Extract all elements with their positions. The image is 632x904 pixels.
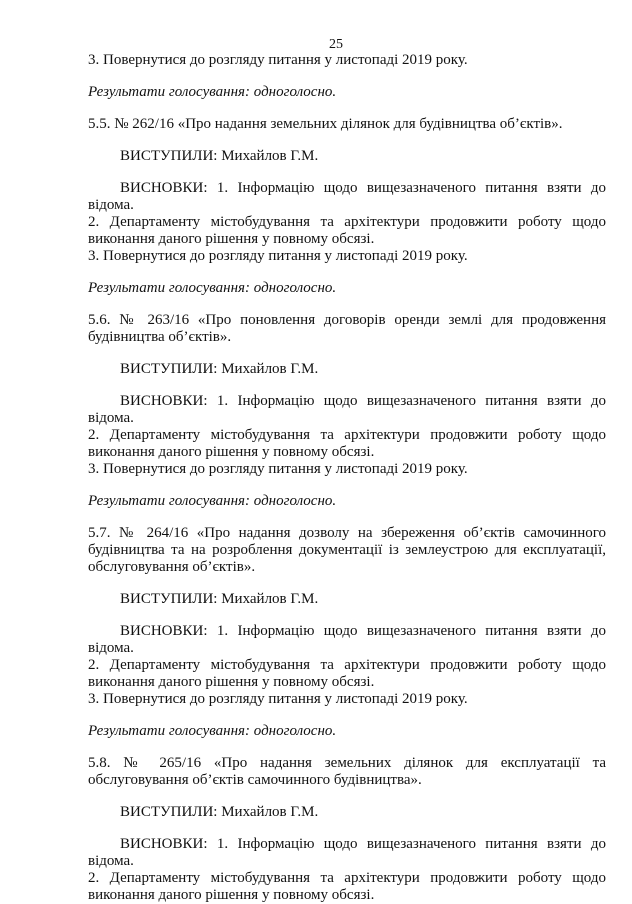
conclusion-line: 3. Повернутися до розгляду питання у листопаді 2019 року. — [88, 691, 468, 707]
speakers-line: ВИСТУПИЛИ: Михайлов Г.М. — [120, 591, 319, 607]
sections — [88, 116, 606, 904]
section-title-line: 5.5. № 262/16 «Про надання земельних ділянок для будівництва об’єктів». — [88, 116, 563, 132]
conclusion-line: відома. — [88, 640, 134, 656]
agenda-section — [88, 755, 606, 904]
agenda-section — [88, 525, 606, 755]
top-line: 3. Повернутися до розгляду питання у листопаді 2019 року. — [88, 52, 468, 68]
section-title-line: обслуговування об’єктів самочинного будівництва». — [88, 772, 422, 788]
conclusion-line: 3. Повернутися до розгляду питання у листопаді 2019 року. — [88, 461, 468, 477]
conclusion-line: ВИСНОВКИ: 1. Інформацію щодо вищезазначеного питання взяти до — [120, 623, 606, 639]
conclusion-line: виконання даного рішення у повному обсязі. — [88, 231, 375, 247]
voting-result: Результати голосування: одноголосно. — [88, 280, 337, 296]
conclusion-line: ВИСНОВКИ: 1. Інформацію щодо вищезазначеного питання взяти до — [120, 180, 606, 196]
section-title-line: обслуговування об’єктів». — [88, 559, 256, 575]
section-title-line: будівництва та на розроблення документації із землеустрою для експлуатації, — [88, 542, 606, 558]
conclusion-line: 2. Департаменту містобудування та архітектури продовжити роботу щодо — [88, 870, 606, 886]
conclusion-line: 3. Повернутися до розгляду питання у листопаді 2019 року. — [88, 248, 468, 264]
conclusion-line: 2. Департаменту містобудування та архітектури продовжити роботу щодо — [88, 427, 606, 443]
top-result: Результати голосування: одноголосно. — [88, 84, 337, 100]
conclusion-line: 2. Департаменту містобудування та архітектури продовжити роботу щодо — [88, 214, 606, 230]
conclusion-line: відома. — [88, 197, 134, 213]
conclusion-line: виконання даного рішення у повному обсязі. — [88, 444, 375, 460]
voting-result: Результати голосування: одноголосно. — [88, 723, 337, 739]
speakers-line: ВИСТУПИЛИ: Михайлов Г.М. — [120, 361, 319, 377]
speakers-line: ВИСТУПИЛИ: Михайлов Г.М. — [120, 804, 319, 820]
conclusion-line: ВИСНОВКИ: 1. Інформацію щодо вищезазначеного питання взяти до — [120, 393, 606, 409]
section-title-line: будівництва об’єктів». — [88, 329, 232, 345]
conclusion-line: відома. — [88, 410, 134, 426]
conclusion-line: виконання даного рішення у повному обсязі. — [88, 887, 375, 903]
page-number: 25 — [329, 37, 343, 52]
section-title-line: 5.6. № 263/16 «Про поновлення договорів оренди землі для продовження — [88, 312, 606, 328]
voting-result: Результати голосування: одноголосно. — [88, 493, 337, 509]
conclusion-line: відома. — [88, 853, 134, 869]
section-title-line: 5.7. № 264/16 «Про надання дозволу на збереження об’єктів самочинного — [88, 525, 606, 541]
conclusion-line: 2. Департаменту містобудування та архітектури продовжити роботу щодо — [88, 657, 606, 673]
section-title-line: 5.8. № 265/16 «Про надання земельних ділянок для експлуатації та — [88, 755, 606, 771]
conclusion-line: виконання даного рішення у повному обсязі. — [88, 674, 375, 690]
document-page — [88, 36, 606, 904]
conclusion-line: ВИСНОВКИ: 1. Інформацію щодо вищезазначеного питання взяти до — [120, 836, 606, 852]
agenda-section — [88, 312, 606, 525]
agenda-section — [88, 116, 606, 312]
speakers-line: ВИСТУПИЛИ: Михайлов Г.М. — [120, 148, 319, 164]
